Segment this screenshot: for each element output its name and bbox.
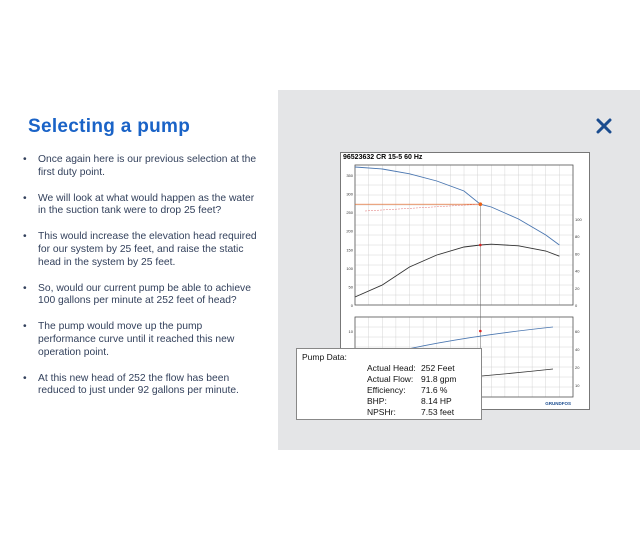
pump-data-row [367, 385, 447, 395]
y-tick-label: 50 [348, 284, 353, 290]
bullet-item: • We will look at what would happen as the water in the suction tank were to drop 25 feet? [22, 193, 262, 219]
y-tick-label: 150 [346, 247, 353, 253]
power-point-marker [479, 330, 482, 333]
y-tick-label: 300 [346, 191, 353, 197]
pump-data-row [367, 363, 455, 373]
pump-data-row [367, 374, 456, 384]
pump-data-label: Efficiency: [367, 385, 406, 395]
pump-data-row [367, 407, 454, 417]
bullet-item: • This would increase the elevation head required for our system by 25 feet, and raise the static head in the system by 25 feet. [22, 231, 262, 269]
head-curve-line [355, 167, 559, 245]
duty-point-marker [479, 202, 483, 206]
y2-tick-label: 100 [575, 217, 582, 222]
bullet-item: • The pump would move up the pump performance curve until it reached this new operation point. [22, 321, 262, 359]
lower-y2-tick-label: 10 [575, 383, 580, 388]
pump-data-value: 91.8 gpm [421, 374, 457, 384]
efficiency-curve-line [355, 244, 559, 297]
y-tick-label: 100 [346, 265, 353, 271]
lower-y-tick-label: 10 [348, 329, 353, 334]
y2-tick-label: 20 [575, 285, 580, 291]
pump-data-value: 252 Feet [421, 363, 455, 373]
y-tick-label: 0 [350, 303, 353, 308]
lower-y2-tick-label: 40 [575, 347, 580, 352]
efficiency-point-marker [479, 244, 482, 247]
pump-data-value: 71.6 % [421, 385, 448, 395]
pump-data-label: BHP: [367, 396, 387, 406]
y-tick-label: 200 [346, 228, 353, 234]
bullet-item: • Once again here is our previous selection at the first duty point. [22, 154, 262, 180]
grundfos-x-logo-icon [596, 118, 612, 134]
chart-title: 96523632 CR 15-5 60 Hz [343, 154, 423, 161]
pump-data-value: 8.14 HP [421, 396, 452, 406]
lower-y2-tick-label: 60 [575, 329, 580, 334]
y2-tick-label: 60 [575, 251, 580, 257]
pump-data-row [367, 396, 452, 406]
bullet-item: • So, would our current pump be able to achieve 100 gallons per minute at 252 feet of head? [22, 283, 262, 309]
pump-data-value: 7.53 feet [421, 407, 455, 417]
pump-data-label: NPSHr: [367, 407, 396, 417]
pump-data-label: Actual Flow: [367, 374, 414, 384]
y2-tick-label: 0 [575, 303, 578, 308]
y-tick-label: 350 [346, 173, 353, 178]
lower-y2-tick-label: 20 [575, 365, 580, 370]
pump-data-box [296, 348, 482, 420]
y2-tick-label: 40 [575, 268, 580, 274]
y2-tick-label: 80 [575, 234, 580, 240]
pump-data-header: Pump Data: [302, 352, 347, 362]
y-tick-label: 250 [346, 210, 353, 216]
slide-title: Selecting a pump [28, 116, 191, 137]
bullet-item: • At this new head of 252 the flow has been reduced to just under 92 gallons per minute. [22, 373, 262, 399]
grundfos-brand-label: GRUNDFOS [545, 401, 571, 406]
bullet-list [22, 154, 262, 411]
pump-data-label: Actual Head: [367, 363, 416, 373]
